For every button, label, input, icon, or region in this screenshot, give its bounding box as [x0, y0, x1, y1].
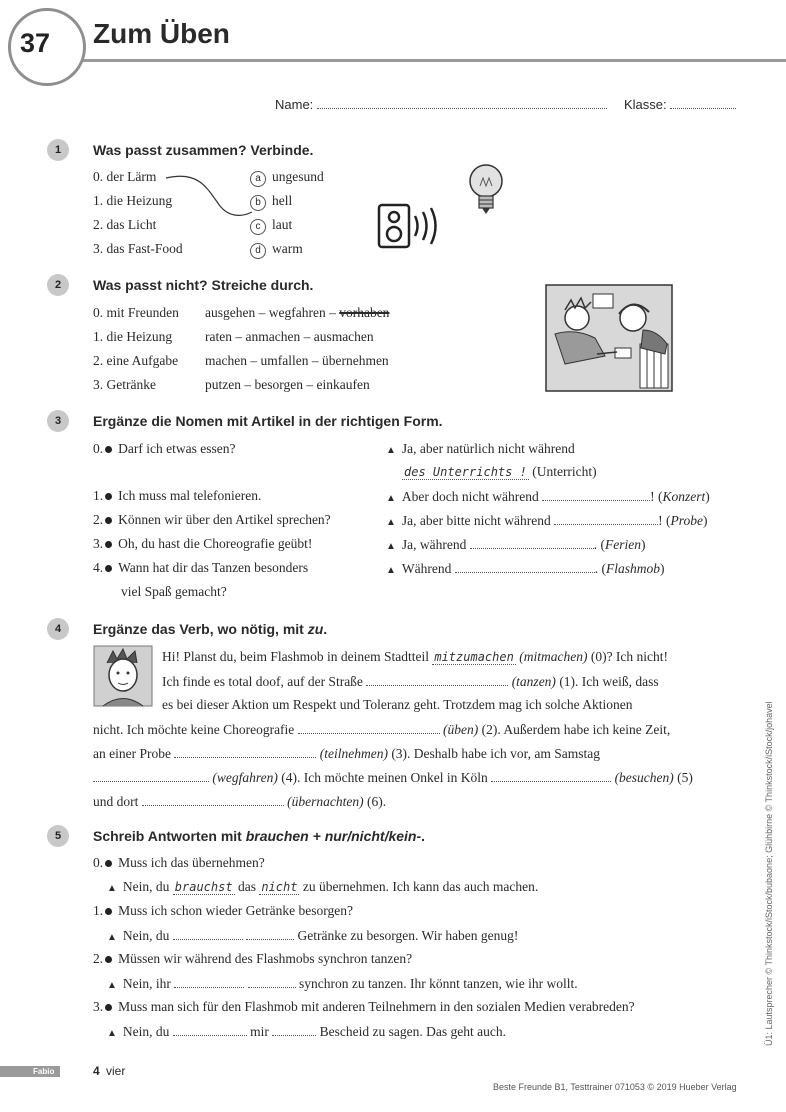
ex5-answer-0 [107, 879, 538, 895]
ex4-l1a: Hi! Planst du, beim Flashmob in deinem Stadtteil [162, 649, 429, 664]
name-field[interactable] [317, 96, 607, 109]
ex1-left-1: 1. die Heizung [93, 193, 173, 208]
ex5-question-3 [93, 999, 635, 1015]
ex5-a1a: Nein, du [122, 928, 170, 943]
ex3-a3-end: . ( [593, 537, 606, 552]
ex5-instruction-a: Schreib Antworten mit [93, 828, 246, 844]
ex3-a4-blank[interactable] [455, 560, 595, 573]
ex5-question-0 [93, 855, 265, 871]
ex4-line-3: es bei dieser Aktion um Respekt und Toleranz geht. Trotzdem mag ich solche Aktionen [162, 697, 633, 712]
ex4-l7-hint: (übernachten) [287, 794, 364, 809]
ex4-line-5 [93, 745, 600, 762]
boy-portrait [93, 645, 153, 707]
exercise-5-instruction [93, 828, 425, 844]
ex5-instruction-italic: brauchen + nur/nicht/kein- [245, 828, 422, 844]
ex4-l5a: an einer Probe [93, 746, 171, 761]
name-line [275, 96, 607, 112]
ex1-right-a[interactable] [250, 169, 324, 187]
ex5-question-1 [93, 903, 353, 919]
exercise-4-number: 4 [47, 618, 69, 640]
bullet-icon [105, 565, 112, 572]
exercise-2-number: 2 [47, 274, 69, 296]
ex2-subject-3: 3. Getränke [93, 377, 156, 392]
ex5-a2-blank-2[interactable] [248, 975, 296, 988]
bullet-icon [105, 517, 112, 524]
ex2-options-0[interactable] [205, 305, 389, 321]
ex3-question-3 [93, 536, 312, 552]
triangle-icon: ▲ [107, 932, 117, 943]
ex3-question-2 [93, 512, 331, 528]
ex4-l6-hint2: (besuchen) [614, 770, 674, 785]
ex3-a1-hint: Konzert [662, 489, 706, 504]
ex3-a3-close: ) [641, 537, 646, 552]
footer-copyright: Beste Freunde B1, Testtrainer 071053 © 2019 Hueber Verlag [493, 1082, 737, 1092]
bullet-icon [105, 541, 112, 548]
ex5-a3b: mir [250, 1024, 269, 1039]
ex3-answer-1 [386, 488, 710, 505]
ex1-right-text-a: ungesund [272, 169, 324, 184]
ex3-q0-text: Darf ich etwas essen? [118, 441, 236, 456]
class-label: Klasse: [624, 97, 667, 112]
ex5-a0c: zu übernehmen. Ich kann das auch machen. [302, 879, 539, 894]
ex3-a3-hint: Ferien [605, 537, 642, 552]
ex3-a2-hint: Probe [670, 513, 703, 528]
friends-illustration [545, 284, 673, 392]
letter-a: a [250, 171, 266, 187]
ex3-question-0 [93, 441, 235, 457]
ex5-answer-3 [107, 1023, 506, 1040]
footer-page-word: vier [106, 1064, 126, 1078]
ex4-instruction-text: Ergänze das Verb, wo nötig, mit [93, 621, 308, 637]
ex2-subject-2: 2. eine Aufgabe [93, 353, 179, 368]
ex4-line-6 [93, 769, 693, 786]
letter-c: c [250, 219, 266, 235]
exercise-1-number: 1 [47, 139, 69, 161]
ex3-answer-3 [386, 536, 646, 553]
ex4-blank-4[interactable] [93, 769, 209, 782]
ex5-q3-num: 3. [93, 999, 104, 1014]
ex2-subject-0: 0. mit Freunden [93, 305, 179, 320]
ex3-a2-text: Ja, aber bitte nicht während [401, 513, 551, 528]
class-line [624, 96, 736, 112]
ex4-l5-hint: (teilnehmen) [319, 746, 388, 761]
triangle-icon: ▲ [386, 493, 396, 504]
triangle-icon: ▲ [107, 883, 117, 894]
header-rule [60, 59, 786, 62]
ex5-a0-handwriting-2: nicht [261, 880, 298, 894]
ex5-a3-blank-1[interactable] [173, 1023, 247, 1036]
ex3-a2-blank[interactable] [554, 512, 658, 525]
ex5-q3-text: Muss man sich für den Flashmob mit anderen Teilnehmern in den sozialen Medien verabreden? [118, 999, 635, 1014]
ex1-right-text-b: hell [272, 193, 293, 208]
ex3-a4-text: Während [401, 561, 452, 576]
ex4-l6-hint: (wegfahren) [212, 770, 278, 785]
ex3-a1-close: ) [705, 489, 710, 504]
ex4-l4b: (2). Außerdem habe ich keine Zeit, [481, 722, 671, 737]
ex5-answer-1 [107, 927, 518, 944]
ex1-right-text-c: laut [272, 217, 293, 232]
ex4-blank-5[interactable] [491, 769, 611, 782]
ex5-instruction-b: . [421, 828, 426, 844]
ex2-options-2[interactable]: machen – umfallen – übernehmen [205, 353, 389, 368]
page-number: 37 [20, 28, 51, 58]
ex4-instruction-end: . [323, 621, 328, 637]
ex3-a4-hint: Flashmob [606, 561, 661, 576]
ex1-connection-line [160, 172, 260, 222]
exercise-1-instruction: Was passt zusammen? Verbinde. [93, 142, 314, 158]
ex2-options-3[interactable]: putzen – besorgen – einkaufen [205, 377, 370, 392]
triangle-icon: ▲ [386, 565, 396, 576]
ex5-q0-text: Muss ich das übernehmen? [118, 855, 265, 870]
ex4-line-4 [93, 721, 670, 738]
page-title: Zum Üben [93, 18, 230, 49]
ex3-a1-text: Aber doch nicht während [401, 489, 539, 504]
ex1-left-0: 0. der Lärm [93, 169, 157, 184]
ex3-q1-num: 1. [93, 488, 104, 503]
ex5-answer-2 [107, 975, 578, 992]
bullet-icon [105, 908, 112, 915]
exercise-3-number: 3 [47, 410, 69, 432]
ex5-q0-num: 0. [93, 855, 104, 870]
ex4-l2-hint: (tanzen) [511, 674, 556, 689]
exercise-4-instruction [93, 621, 327, 637]
ex2-struck-0: vorhaben [339, 305, 390, 320]
ex4-line-2 [162, 673, 659, 690]
ex3-question-1 [93, 488, 261, 504]
ex1-right-text-d: warm [272, 241, 303, 256]
ex4-l1-handwriting: mitzumachen [434, 650, 514, 664]
ex4-l4-hint: (üben) [443, 722, 479, 737]
ex5-q1-text: Muss ich schon wieder Getränke besorgen? [118, 903, 353, 918]
ex4-l7b: (6). [366, 794, 387, 809]
ex3-a0-handwriting: des Unterrichts ! [404, 465, 527, 479]
ex5-q2-text: Müssen wir während des Flashmobs synchron tanzen? [118, 951, 413, 966]
ex5-a1-blank-2[interactable] [246, 927, 294, 940]
ex4-l2a: Ich finde es total doof, auf der Straße [162, 674, 363, 689]
ex3-answer-0-line2 [402, 464, 597, 480]
bullet-icon [105, 493, 112, 500]
ex3-a4-close: ) [660, 561, 665, 576]
ex3-a4-end: . ( [594, 561, 607, 576]
ex3-answer-0 [386, 441, 575, 457]
triangle-icon: ▲ [107, 1028, 117, 1039]
ex2-options-1[interactable]: raten – anmachen – ausmachen [205, 329, 374, 344]
exercise-5-number: 5 [47, 825, 69, 847]
ex1-left-3: 3. das Fast-Food [93, 241, 183, 256]
ex5-q2-num: 2. [93, 951, 104, 966]
ex3-question-4 [93, 560, 308, 576]
ex4-l2b: (1). Ich weiß, dass [559, 674, 659, 689]
ex4-l1-hint: (mitmachen) [519, 649, 588, 664]
ex5-a0b: das [237, 879, 256, 894]
ex5-a1b: Getränke zu besorgen. Wir haben genug! [297, 928, 519, 943]
class-field[interactable] [670, 96, 736, 109]
ex4-l6b: (4). Ich möchte meinen Onkel in Köln [281, 770, 488, 785]
letter-d: d [250, 243, 266, 259]
ex3-q0-num: 0. [93, 441, 104, 456]
ex3-answer-4 [386, 560, 665, 577]
ex4-l6c: (5) [677, 770, 693, 785]
ex4-instruction-italic: zu [307, 621, 324, 637]
ex5-a3a: Nein, du [122, 1024, 170, 1039]
exercise-2-instruction: Was passt nicht? Streiche durch. [93, 277, 314, 293]
light-bulb-icon [464, 162, 508, 218]
ex1-right-c[interactable] [250, 217, 292, 235]
speaker-icon [376, 200, 442, 252]
ex4-blank-6[interactable] [142, 793, 284, 806]
ex4-l5b: (3). Deshalb habe ich vor, am Samstag [391, 746, 600, 761]
exercise-3-instruction: Ergänze die Nomen mit Artikel in der richtigen Form. [93, 413, 443, 429]
ex4-line-1 [162, 649, 668, 665]
ex1-left-2: 2. das Licht [93, 217, 157, 232]
ex3-q1-text: Ich muss mal telefonieren. [118, 488, 262, 503]
letter-b: b [250, 195, 266, 211]
bullet-icon [105, 446, 112, 453]
ex3-q4-num: 4. [93, 560, 104, 575]
ex5-a0-handwriting-1: brauchst [174, 880, 233, 894]
bullet-icon [105, 956, 112, 963]
triangle-icon: ▲ [386, 541, 396, 552]
ex1-right-d[interactable] [250, 241, 303, 259]
ex3-answer-2 [386, 512, 707, 529]
ex5-a2-blank-1[interactable] [174, 975, 244, 988]
ex3-q3-text: Oh, du hast die Choreografie geübt! [118, 536, 313, 551]
ex3-a3-text: Ja, während [401, 537, 467, 552]
bullet-icon [105, 860, 112, 867]
ex3-q3-num: 3. [93, 536, 104, 551]
name-label: Name: [275, 97, 314, 112]
ex3-q2-num: 2. [93, 512, 104, 527]
ex1-right-b[interactable] [250, 193, 292, 211]
ex5-a2a: Nein, ihr [122, 976, 171, 991]
ex3-a0-text: Ja, aber natürlich nicht während [401, 441, 575, 456]
bullet-icon [105, 1004, 112, 1011]
ex4-l1b: (0)? Ich nicht! [590, 649, 669, 664]
footer-tag: Fabio [33, 1067, 55, 1076]
ex5-q1-num: 1. [93, 903, 104, 918]
ex5-a0a: Nein, du [122, 879, 170, 894]
side-credit: Ü1: Lautsprecher © Thinkstock/iStock/bubaone; Glühbirne © Thinkstock/iStock/johavel [764, 701, 774, 1046]
ex4-blank-2[interactable] [298, 721, 440, 734]
ex5-a1-blank-1[interactable] [173, 927, 243, 940]
triangle-icon: ▲ [386, 445, 396, 456]
ex3-a0-hint: (Unterricht) [532, 464, 597, 479]
ex3-a2-end: ! ( [658, 513, 671, 528]
ex3-a3-blank[interactable] [470, 536, 594, 549]
ex3-a1-blank[interactable] [542, 488, 650, 501]
ex3-question-4-line2: viel Spaß gemacht? [121, 584, 227, 599]
triangle-icon: ▲ [386, 517, 396, 528]
ex2-options-text-0: ausgehen – wegfahren – [205, 305, 340, 320]
ex4-line-7 [93, 793, 386, 810]
ex2-subject-1: 1. die Heizung [93, 329, 173, 344]
triangle-icon: ▲ [107, 980, 117, 991]
ex3-a1-end: ! ( [650, 489, 663, 504]
ex4-blank-3[interactable] [174, 745, 316, 758]
ex4-l4a: nicht. Ich möchte keine Choreografie [93, 722, 295, 737]
ex5-question-2 [93, 951, 412, 967]
ex4-l7a: und dort [93, 794, 139, 809]
ex3-q2-text: Können wir über den Artikel sprechen? [118, 512, 331, 527]
ex5-a3-blank-2[interactable] [272, 1023, 316, 1036]
ex3-a2-close: ) [702, 513, 708, 528]
ex5-a3c: Bescheid zu sagen. Das geht auch. [319, 1024, 506, 1039]
ex5-a2b: synchron zu tanzen. Ihr könnt tanzen, wie ihr wollt. [299, 976, 578, 991]
ex3-q4-text: Wann hat dir das Tanzen besonders [118, 560, 309, 575]
ex4-blank-1[interactable] [366, 673, 508, 686]
footer-page-number: 4 [93, 1064, 100, 1078]
